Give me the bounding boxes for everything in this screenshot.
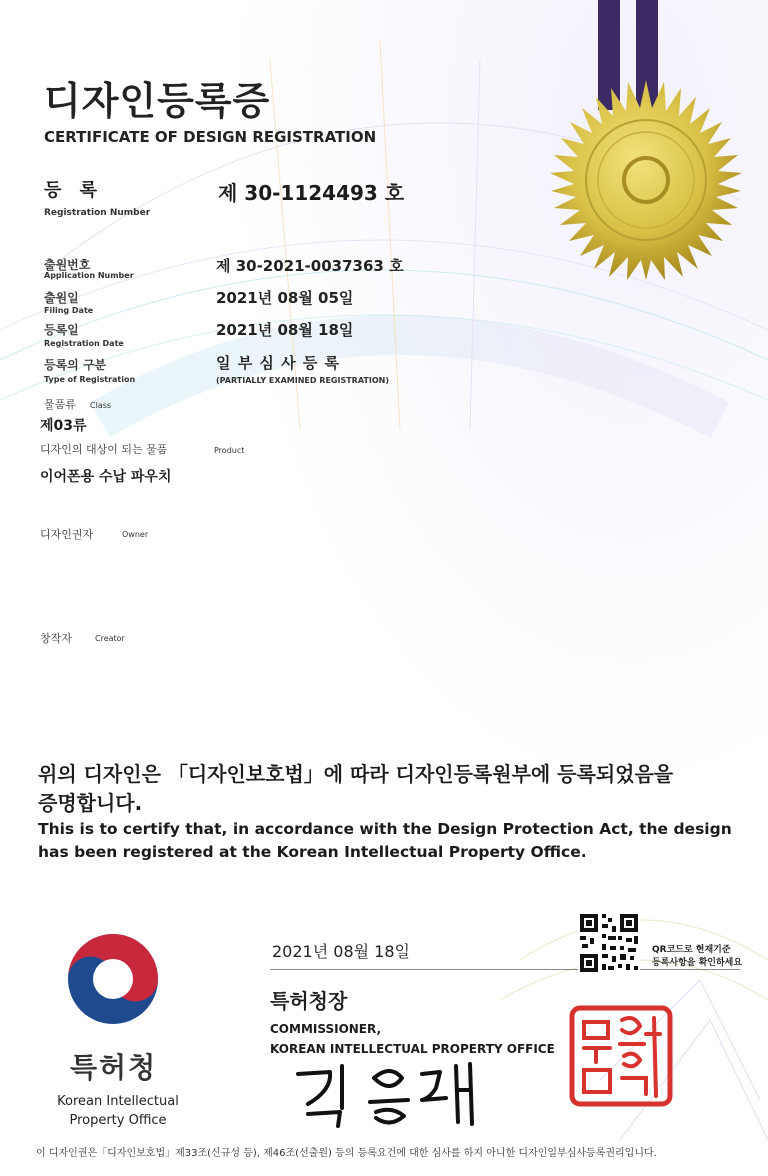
commissioner-title-korean: 특허청장 <box>270 989 348 1013</box>
certificate-title-english: CERTIFICATE OF DESIGN REGISTRATION <box>44 128 377 146</box>
registration-label-english: Registration Number <box>44 208 151 218</box>
footer-note: 이 디자인권은「디자인보호법」제33조(신규성 등), 제46조(선출원) 등의 등록요건에 대한 심사를 하지 아니한 디자인일부심사등록권리입니다. <box>36 1148 657 1159</box>
kipo-name-english-line2: Property Office <box>69 1113 167 1128</box>
kipo-name-english <box>46 1092 190 1130</box>
official-stamp-icon <box>568 1004 674 1108</box>
product-label: 디자인의 대상이 되는 물품 <box>40 443 168 456</box>
kipo-name-english-line1: Korean Intellectual <box>57 1094 179 1109</box>
application-number-value: 제 30-2021-0037363 호 <box>216 257 404 275</box>
certification-en-line2: has been registered at the Korean Intellectual Property Office. <box>38 843 587 861</box>
registration-type-english: (PARTIALLY EXAMINED REGISTRATION) <box>216 376 389 385</box>
issue-date: 2021년 08월 18일 <box>272 942 410 961</box>
registration-type-value: 일 부 심 사 등 록 <box>216 354 341 372</box>
signature-icon <box>290 1060 490 1132</box>
registration-type-label-english: Type of Registration <box>44 375 136 384</box>
registration-date-label: 등록일 <box>44 323 79 337</box>
commissioner-en-line2: KOREAN INTELLECTUAL PROPERTY OFFICE <box>270 1042 555 1056</box>
application-number-label: 출원번호 <box>44 258 91 272</box>
filing-date-label: 출원일 <box>44 291 79 305</box>
product-value: 이어폰용 수납 파우치 <box>40 469 172 485</box>
commissioner-title-english <box>270 1019 555 1059</box>
application-number-label-english: Application Number <box>44 271 134 280</box>
certification-en-line1: This is to certify that, in accordance with the Design Protection Act, the design <box>38 820 732 838</box>
class-label: 물품류 <box>44 398 76 411</box>
registration-number: 제 30-1124493 호 <box>218 181 405 205</box>
filing-date-label-english: Filing Date <box>44 306 94 315</box>
qr-note-line1: QR코드로 현재기준 <box>652 945 731 955</box>
qr-note-line2: 등록사항을 확인하세요 <box>652 958 743 968</box>
certificate-title: 디자인등록증 <box>44 79 271 123</box>
certification-ko-line2: 증명합니다. <box>38 791 143 815</box>
owner-label: 디자인권자 <box>40 528 94 541</box>
product-label-english: Product <box>214 446 245 455</box>
certification-statement-korean <box>38 760 673 818</box>
kipo-logo-icon <box>66 932 160 1026</box>
commissioner-en-line1: COMMISSIONER, <box>270 1022 382 1036</box>
qr-note <box>652 944 742 970</box>
filing-date-value: 2021년 08월 05일 <box>216 289 354 307</box>
owner-label-english: Owner <box>122 530 149 539</box>
registration-type-label: 등록의 구분 <box>44 358 107 372</box>
class-label-english: Class <box>90 401 112 410</box>
registration-date-label-english: Registration Date <box>44 339 124 348</box>
registration-label: 등 록 <box>44 180 104 201</box>
creator-label: 창작자 <box>40 632 72 645</box>
gold-seal-icon <box>548 80 744 280</box>
certification-statement-english <box>38 818 732 864</box>
kipo-name-korean: 특허청 <box>70 1051 158 1084</box>
class-value: 제03류 <box>40 418 87 434</box>
certification-ko-line1: 위의 디자인은 「디자인보호법」에 따라 디자인등록원부에 등록되었음을 <box>38 762 674 786</box>
qr-code-icon[interactable] <box>578 912 640 974</box>
creator-label-english: Creator <box>95 634 125 643</box>
registration-date-value: 2021년 08월 18일 <box>216 321 354 339</box>
